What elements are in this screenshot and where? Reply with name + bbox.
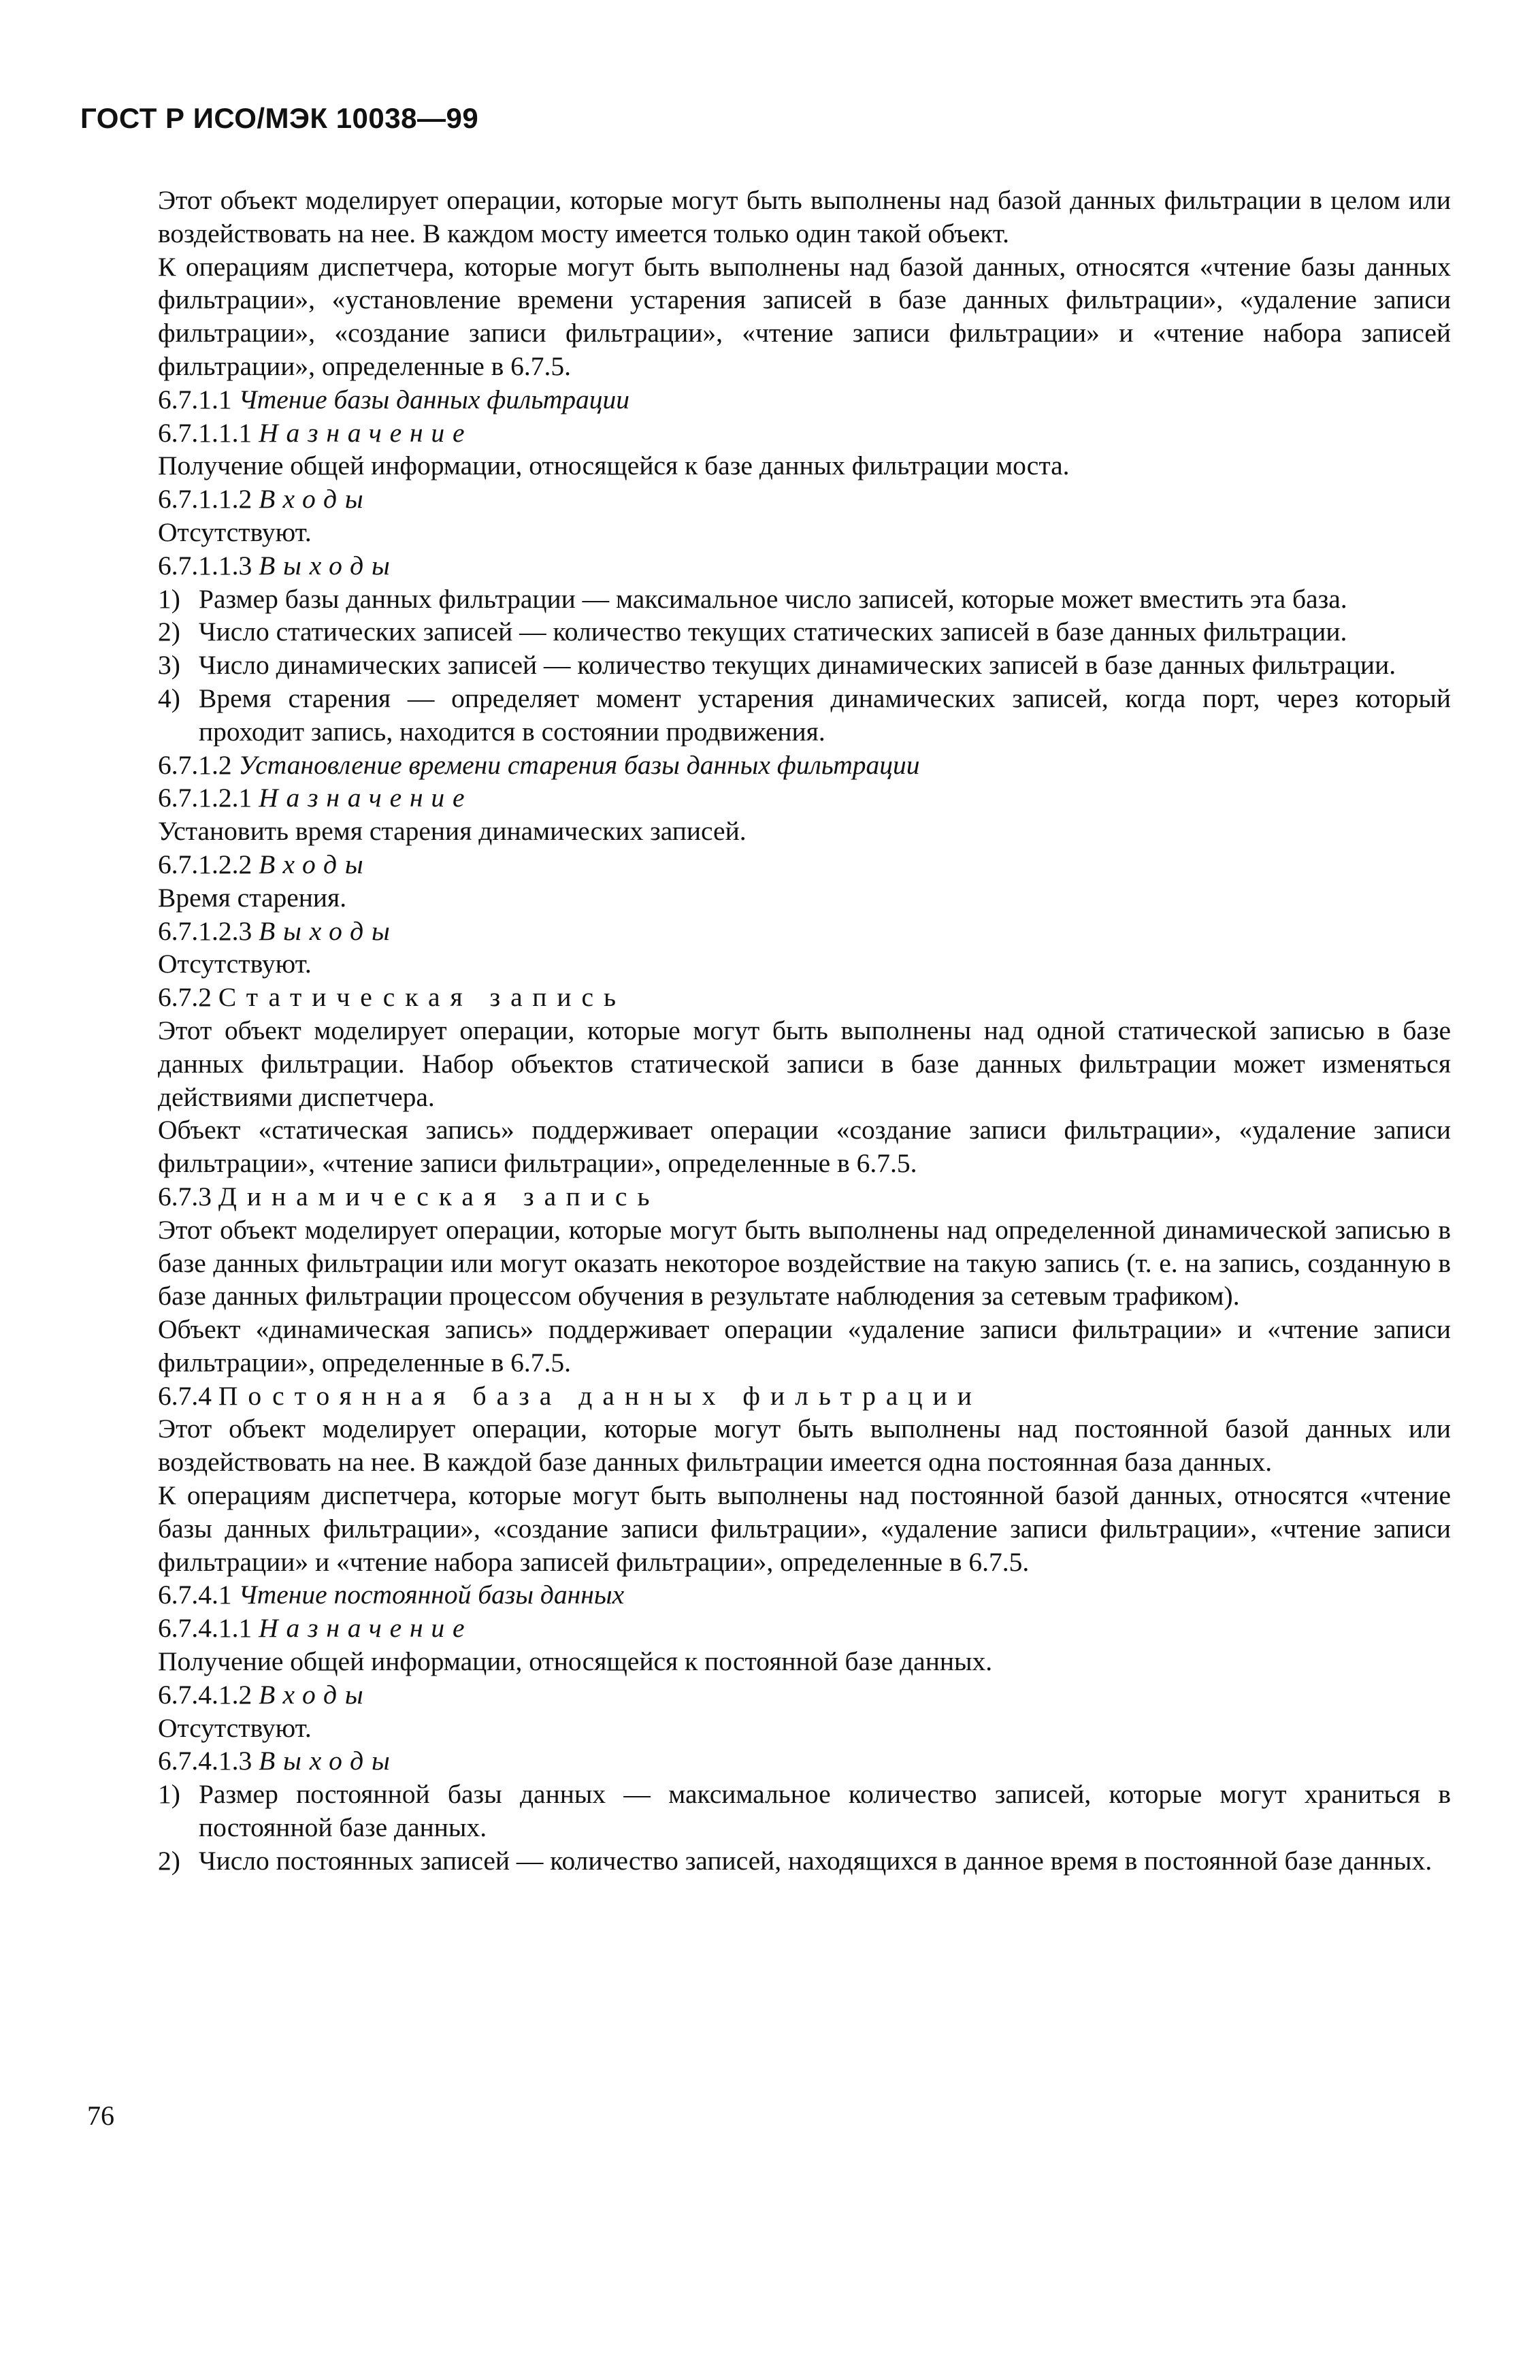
subsection-heading	[158, 417, 1451, 450]
section-title: Входы	[259, 484, 372, 515]
list-item	[158, 615, 1451, 649]
section-title: Назначение	[259, 1613, 473, 1644]
section-number: 6.7.1.1.3	[158, 550, 252, 581]
document-body	[158, 184, 1451, 1878]
paragraph: Отсутствуют.	[158, 1712, 312, 1743]
section-heading	[158, 1180, 1451, 1213]
list-item	[158, 583, 1451, 616]
paragraph: Отсутствуют.	[158, 517, 312, 547]
outputs-list	[158, 1778, 1451, 1877]
subsection-heading	[158, 915, 1451, 948]
subsection-heading	[158, 1678, 1451, 1712]
paragraph: Отсутствуют.	[158, 949, 312, 979]
list-item-number: 3)	[158, 650, 180, 681]
list-item	[158, 1844, 1451, 1878]
section-heading	[158, 1578, 1451, 1612]
section-number: 6.7.4	[158, 1380, 212, 1411]
subsection-heading	[158, 1612, 1451, 1645]
paragraph: Этот объект моделирует операции, которые могут быть выполнены над базой данных фильтрации в целом или воздействовать на нее. В каждом мосту имеется только один такой объект.	[158, 185, 1451, 248]
list-item-text: Размер постоянной базы данных — максимальное количество записей, которые могут храниться в постоянной базе данных.	[199, 1779, 1451, 1843]
section-title: Чтение постоянной базы данных	[238, 1580, 625, 1610]
paragraph: Получение общей информации, относящейся к постоянной базе данных.	[158, 1646, 993, 1677]
subsection-heading	[158, 1744, 1451, 1778]
section-number: 6.7.2	[158, 982, 212, 1013]
outputs-list	[158, 583, 1451, 749]
section-number: 6.7.4.1.1	[158, 1613, 252, 1644]
paragraph: Этот объект моделирует операции, которые могут быть выполнены над одной статической записью в базе данных фильтрации. Набор объектов статической записи в базе данных фильтрации может изменяться действиями диспетчера.	[158, 1015, 1451, 1112]
section-heading	[158, 383, 1451, 417]
section-heading	[158, 981, 1451, 1014]
subsection-heading	[158, 483, 1451, 516]
section-number: 6.7.1.1.2	[158, 484, 252, 515]
list-item-number: 2)	[158, 1845, 180, 1876]
paragraph: Объект «статическая запись» поддерживает операции «создание записи фильтрации», «удаление записи фильтрации», «чтение записи фильтрации», определенные в 6.7.5.	[158, 1115, 1451, 1179]
list-item-number: 1)	[158, 1779, 180, 1810]
list-item	[158, 1778, 1451, 1844]
list-item	[158, 682, 1451, 749]
paragraph: Получение общей информации, относящейся к базе данных фильтрации моста.	[158, 451, 1070, 481]
section-title: Выходы	[259, 1746, 398, 1776]
subsection-heading	[158, 781, 1451, 815]
subsection-heading	[158, 549, 1451, 583]
section-title: Статическая запись	[218, 982, 627, 1013]
section-number: 6.7.1.2.1	[158, 783, 252, 813]
list-item-number: 1)	[158, 583, 180, 614]
list-item-text: Число постоянных записей — количество записей, находящихся в данное время в постоянной базе данных.	[199, 1845, 1432, 1876]
section-number: 6.7.4.1.2	[158, 1679, 252, 1710]
list-item-number: 4)	[158, 683, 180, 713]
section-number: 6.7.1.1.1	[158, 417, 252, 448]
section-title: Назначение	[259, 417, 473, 448]
list-item-text: Размер базы данных фильтрации — максимальное число записей, которые может вместить эта база.	[199, 583, 1347, 614]
section-number: 6.7.1.2.2	[158, 849, 252, 879]
list-item-number: 2)	[158, 617, 180, 647]
page-number: 76	[87, 2100, 114, 2131]
paragraph: Этот объект моделирует операции, которые могут быть выполнены над постоянной базой данных или воздействовать на нее. В каждой базе данных фильтрации имеется одна постоянная база данных.	[158, 1414, 1451, 1478]
paragraph: Этот объект моделирует операции, которые могут быть выполнены над определенной динамической записью в базе данных фильтрации или могут оказать некоторое воздействие на такую запись (т. е. на запись, созданную в базе данных фильтрации процессом обучения в результате наблюдения за сетевым трафиком).	[158, 1214, 1451, 1311]
page-header: ГОСТ Р ИСО/МЭК 10038—99	[80, 102, 479, 134]
section-number: 6.7.1.2	[158, 749, 232, 780]
list-item-text: Число статических записей — количество текущих статических записей в базе данных фильтрации.	[199, 617, 1347, 647]
section-number: 6.7.4.1	[158, 1580, 232, 1610]
section-title: Назначение	[259, 783, 473, 813]
section-title: Постоянная база данных фильтрации	[218, 1380, 982, 1411]
section-title: Выходы	[259, 550, 398, 581]
section-title: Чтение базы данных фильтрации	[238, 384, 630, 414]
paragraph: К операциям диспетчера, которые могут быть выполнены над базой данных, относятся «чтение базы данных фильтрации», «установление времени устарения записей в базе данных фильтрации», «удаление записи фильтрации», «создание записи фильтрации», «чтение записи фильтрации» и «чтение набора записей фильтрации», определенные в 6.7.5.	[158, 251, 1451, 381]
section-title: Выходы	[259, 915, 398, 946]
paragraph: Время старения.	[158, 882, 347, 913]
paragraph: К операциям диспетчера, которые могут быть выполнены над постоянной базой данных, относятся «чтение базы данных фильтрации», «создание записи фильтрации», «удаление записи фильтрации», «чтение записи фильтрации» и «чтение набора записей фильтрации», определенные в 6.7.5.	[158, 1480, 1451, 1577]
list-item-text: Время старения — определяет момент устарения динамических записей, когда порт, через который проходит запись, находится в состоянии продвижения.	[199, 683, 1451, 747]
section-title: Динамическая запись	[218, 1181, 660, 1211]
section-number: 6.7.3	[158, 1181, 212, 1211]
subsection-heading	[158, 848, 1451, 881]
section-title: Входы	[259, 849, 372, 879]
paragraph: Установить время старения динамических записей.	[158, 816, 747, 847]
section-heading	[158, 1380, 1451, 1413]
section-title: Установление времени старения базы данных фильтрации	[238, 749, 920, 780]
section-number: 6.7.4.1.3	[158, 1746, 252, 1776]
section-number: 6.7.1.1	[158, 384, 232, 414]
section-number: 6.7.1.2.3	[158, 915, 252, 946]
section-title: Входы	[259, 1679, 372, 1710]
section-heading	[158, 749, 1451, 782]
list-item	[158, 649, 1451, 682]
list-item-text: Число динамических записей — количество текущих динамических записей в базе данных фильтрации.	[199, 650, 1396, 681]
paragraph: Объект «динамическая запись» поддерживает операции «удаление записи фильтрации» и «чтение записи фильтрации», определенные в 6.7.5.	[158, 1314, 1451, 1378]
